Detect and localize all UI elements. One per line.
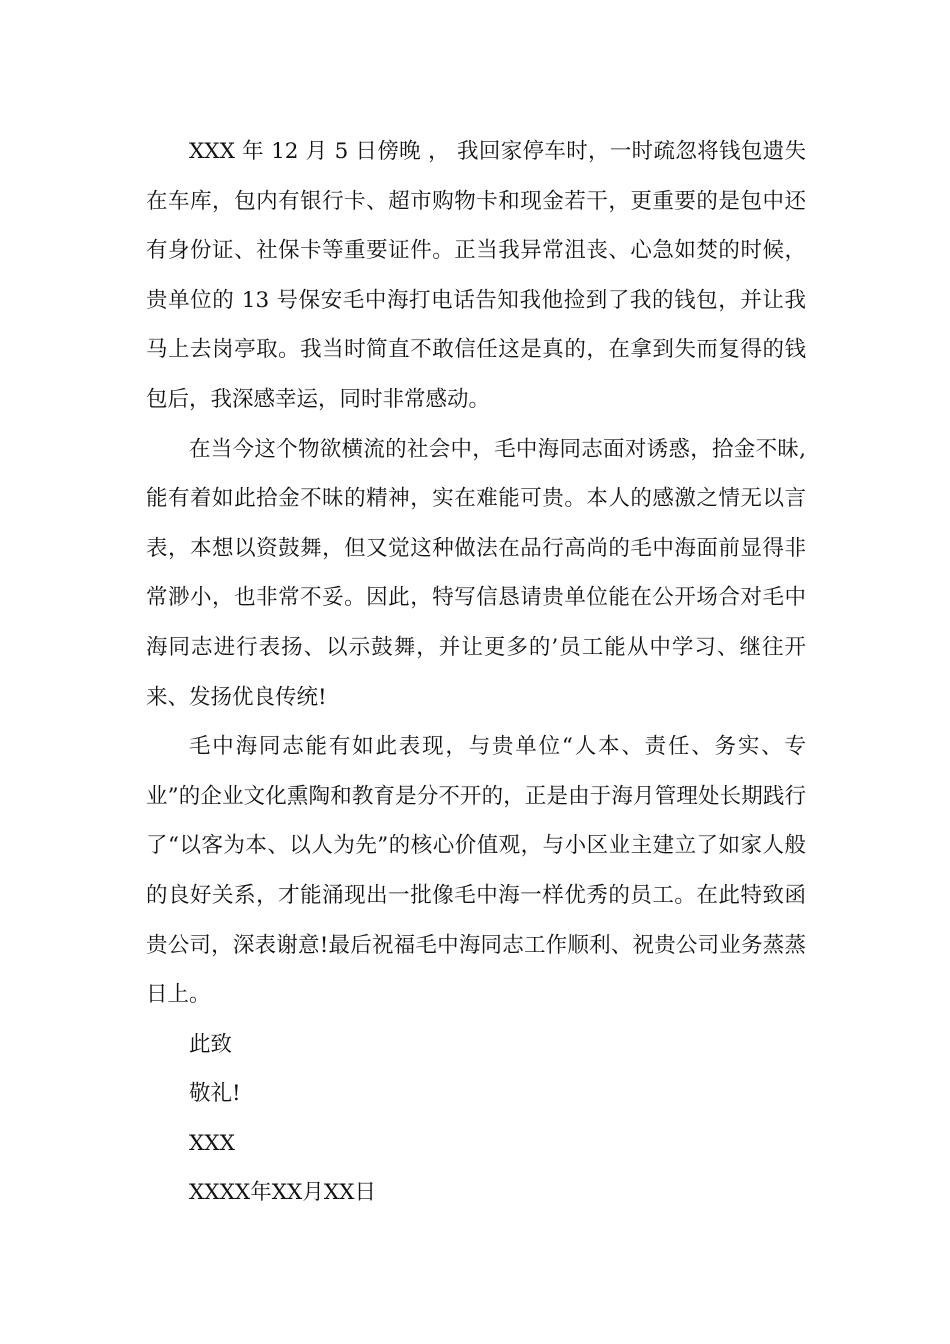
- paragraph-praise: 在当今这个物欲横流的社会中，毛中海同志面对诱惑，拾金不昧,能有着如此拾金不昧的精神，实在难能可贵。本人的感激之情无以言表，本想以资鼓舞，但又觉这种做法在品行高尚的毛中海面前显得非常渺小，也非常不妥。因此，特写信恳请贵单位能在公开场合对毛中海同志进行表扬、以示鼓舞，并让更多的’员工能从中学习、继往开来、发扬优良传统!: [146, 436, 806, 710]
- paragraph-thanks: 毛中海同志能有如此表现，与贵单位“人本、责任、务实、专业”的企业文化熏陶和教育是分不开的，正是由于海月管理处长期践行了“以客为本、以人为先”的核心价值观，与小区业主建立了如家人般的良好关系，才能涌现出一批像毛中海一样优秀的员工。在此特致函贵公司，深表谢意!最后祝福毛中海同志工作顺利、祝贵公司业务蒸蒸日上。: [146, 734, 806, 1008]
- letter-body: [146, 127, 806, 1218]
- paragraph-lost-wallet: XXX 年 12 月 5 日傍晚 ， 我回家停车时，一时疏忽将钱包遗失在车库，包内有银行卡、超市购物卡和现金若干，更重要的是包中还有身份证、社保卡等重要证件。正当我异常沮丧、心急如焚的时候，贵单位的 13 号保安毛中海打电话告知我他捡到了我的钱包，并让我马上去岗亭取。我当时简直不敢信任这是真的，在拿到失而复得的钱包后，我深感幸运，同时非常感动。: [146, 139, 806, 412]
- letter-date: XXXX年XX月XX日: [189, 1180, 376, 1206]
- closing-respect: 敬礼!: [189, 1081, 241, 1107]
- closing-salutation: 此致: [189, 1031, 233, 1057]
- signature: XXX: [189, 1130, 235, 1156]
